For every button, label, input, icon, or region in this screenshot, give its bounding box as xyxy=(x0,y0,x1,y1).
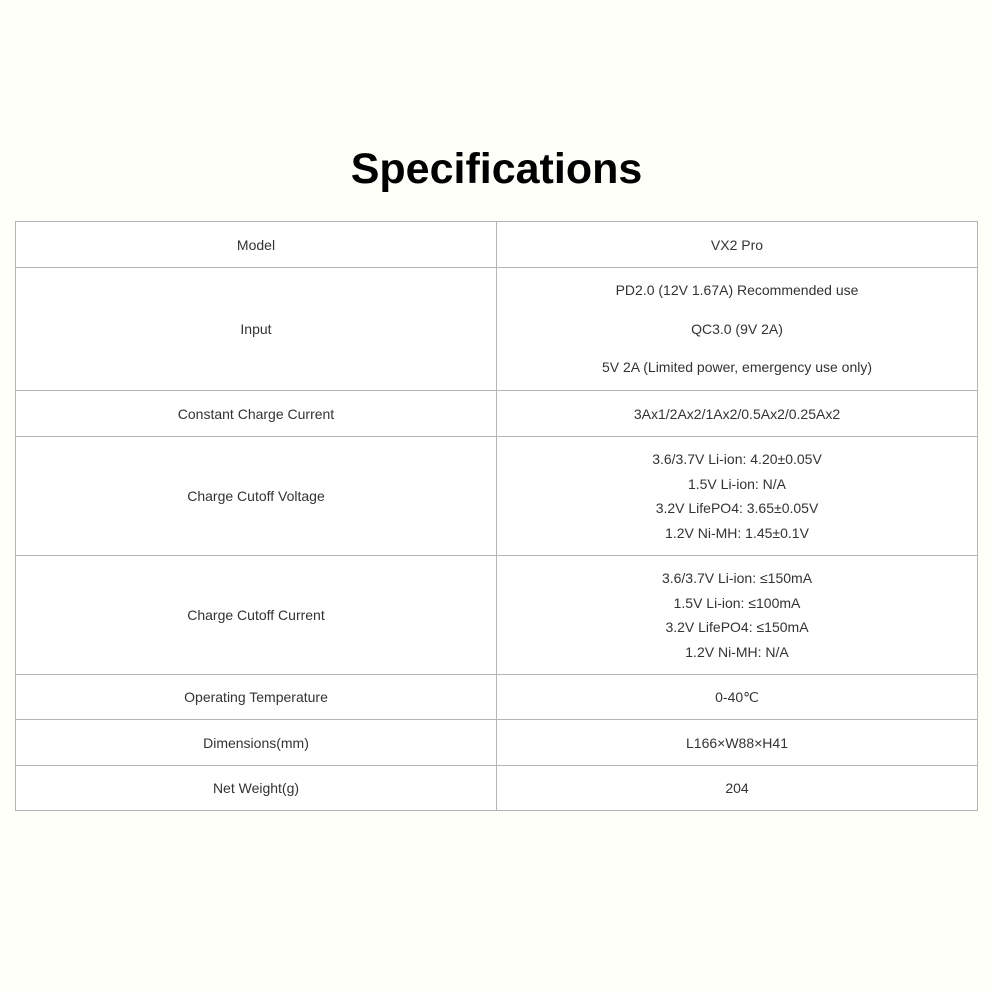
spec-value-line: 1.5V Li-ion: ≤100mA xyxy=(673,594,801,611)
spec-value-line: 5V 2A (Limited power, emergency use only) xyxy=(601,359,873,376)
spec-value xyxy=(497,391,978,437)
spec-value xyxy=(497,766,978,811)
spec-value-line: 3.6/3.7V Li-ion: ≤150mA xyxy=(661,570,813,586)
spec-value-line: PD2.0 (12V 1.67A) Recommended use xyxy=(615,282,859,299)
spec-value xyxy=(497,222,978,268)
spec-value-line: 3.2V LifePO4: ≤150mA xyxy=(665,619,809,635)
spec-value xyxy=(497,675,978,720)
spec-value-line: 1.2V Ni-MH: N/A xyxy=(685,643,789,660)
spec-value xyxy=(497,437,978,556)
spec-label: Dimensions(mm) xyxy=(16,720,497,766)
spec-value-line: 3.2V LifePO4: 3.65±0.05V xyxy=(655,500,819,516)
table-row xyxy=(16,720,978,766)
spec-value-line: L166×W88×H41 xyxy=(686,734,788,751)
spec-value-line: 1.2V Ni-MH: 1.45±0.1V xyxy=(665,524,809,541)
spec-value-line: 3Ax1/2Ax2/1Ax2/0.5Ax2/0.25Ax2 xyxy=(633,405,841,422)
spec-value-line: 3.6/3.7V Li-ion: 4.20±0.05V xyxy=(652,451,822,467)
page-title: Specifications xyxy=(350,145,643,193)
spec-label: Constant Charge Current xyxy=(16,391,497,437)
spec-value-line: 1.5V Li-ion: N/A xyxy=(687,475,787,492)
spec-label: Charge Cutoff Voltage xyxy=(16,437,497,556)
specifications-table xyxy=(15,221,978,811)
spec-label: Input xyxy=(16,268,497,391)
spec-value-line: 204 xyxy=(725,780,749,796)
spec-label: Operating Temperature xyxy=(16,675,497,720)
spec-value-line: QC3.0 (9V 2A) xyxy=(691,320,783,337)
table-row xyxy=(16,391,978,437)
spec-label: Net Weight(g) xyxy=(16,766,497,811)
table-row xyxy=(16,222,978,268)
spec-value-line: VX2 Pro xyxy=(710,236,764,253)
spec-value xyxy=(497,268,978,391)
table-row xyxy=(16,556,978,675)
spec-value xyxy=(497,720,978,766)
spec-value xyxy=(497,556,978,675)
spec-label: Model xyxy=(16,222,497,268)
table-row xyxy=(16,437,978,556)
spec-label: Charge Cutoff Current xyxy=(16,556,497,675)
table-row xyxy=(16,766,978,811)
table-row xyxy=(16,268,978,391)
spec-value-line: 0-40℃ xyxy=(715,688,759,705)
table-row xyxy=(16,675,978,720)
